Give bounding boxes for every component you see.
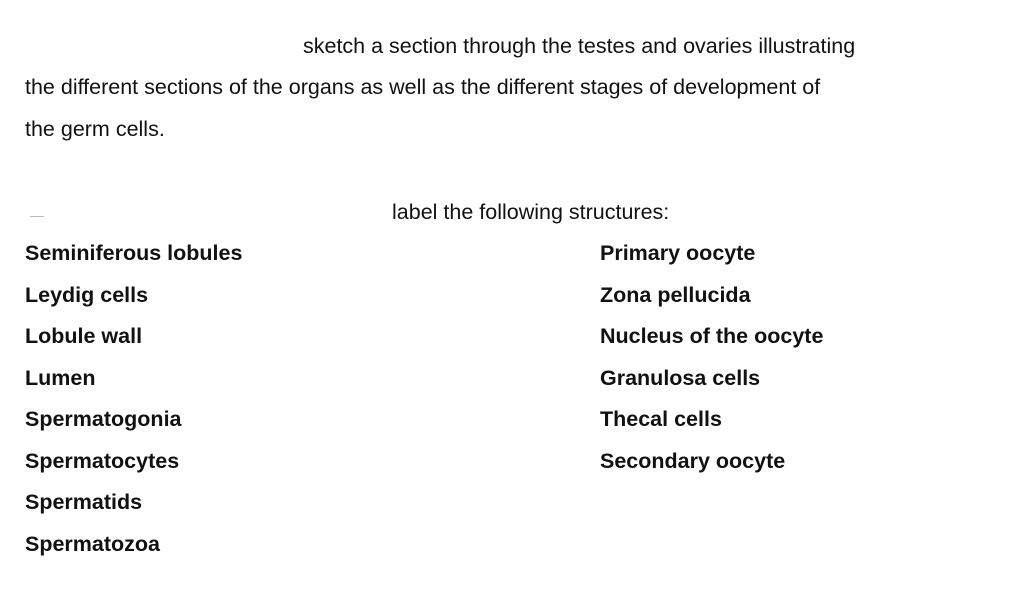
- faint-mark: [30, 216, 44, 217]
- instruction-line-3: the germ cells.: [25, 117, 165, 141]
- list-item: Leydig cells: [25, 282, 149, 307]
- instruction-line-2: the different sections of the organs as well as the different stages of development of: [25, 75, 821, 99]
- ovary-structure-list: [600, 243, 823, 492]
- list-item: Spermatozoa: [25, 531, 161, 556]
- list-item: Seminiferous lobules: [25, 241, 243, 265]
- instruction-line-1: sketch a section through the testes and ovaries illustrating: [303, 34, 856, 58]
- list-item: Nucleus of the oocyte: [600, 324, 824, 348]
- list-item: Thecal cells: [600, 407, 722, 431]
- list-item: Spermatogonia: [25, 407, 182, 431]
- list-item: Secondary oocyte: [600, 448, 786, 473]
- list-item: Granulosa cells: [600, 365, 761, 390]
- list-item: Spermatids: [25, 490, 143, 514]
- list-item: Primary oocyte: [600, 241, 756, 265]
- label-heading: label the following structures:: [392, 200, 670, 224]
- testes-structure-list: [25, 243, 242, 575]
- list-item: Spermatocytes: [25, 448, 180, 473]
- list-item: Lumen: [25, 365, 96, 390]
- list-item: Zona pellucida: [600, 282, 751, 307]
- list-item: Lobule wall: [25, 324, 143, 348]
